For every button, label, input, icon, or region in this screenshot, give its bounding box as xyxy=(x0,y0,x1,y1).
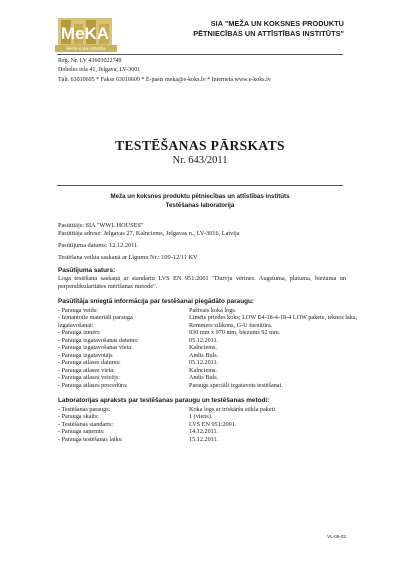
row-label: - Parauga atlases datums: xyxy=(58,359,121,367)
row-value: 930 mm x 970 mm, biezums 92 mm. xyxy=(189,329,281,337)
row-value: LVS EN 951:2001. xyxy=(189,420,237,428)
row-label: - Parauga atlases procedūra: xyxy=(58,381,128,389)
row-label: - Parauga testēšanas laiks: xyxy=(58,435,123,443)
laboratory-name xyxy=(0,193,400,210)
row-value: Kalnciems. xyxy=(189,344,218,352)
org-line-1: SIA "MEŽA UN KOKSNES PRODUKTU xyxy=(210,19,344,28)
info-row xyxy=(58,382,357,389)
row-label: - Parauga izmēri: xyxy=(58,329,101,337)
logo-tagline: Meža Koka Attīstība xyxy=(55,45,117,52)
info-row xyxy=(58,344,357,351)
report-number: Nr. 643/2011 xyxy=(172,155,228,166)
info-row xyxy=(58,374,357,381)
info-row xyxy=(58,367,357,374)
row-value: Andis Buls. xyxy=(189,351,219,359)
client-address: Pasūtītāja adrese: Jelgavas 27, Kalnciems, Jelgavas n., LV-3016, Latvija xyxy=(58,230,240,237)
row-label: - Parauga atlases veicējs: xyxy=(58,374,121,382)
info-row xyxy=(58,307,357,314)
sample-info-heading: Pasūtītāja sniegtā informācija par testēšanai piegādāto paraugu: xyxy=(58,298,255,305)
row-label: - Parauga izgatavošanas vieta: xyxy=(58,344,133,352)
row-value: Koka logs ar trīskāršu stikla paketi xyxy=(189,406,276,413)
logo-text: MeKA xyxy=(60,24,110,43)
row-value: Kalnciems. xyxy=(189,366,218,374)
row-label: - Parauga skaits: xyxy=(58,413,99,421)
document-code: VL-05-02 xyxy=(327,534,346,539)
row-label: izgatavošanai: xyxy=(58,321,94,329)
report-title: TESTĒŠANAS PĀRSKATS xyxy=(115,138,285,153)
info-row xyxy=(58,406,275,413)
row-value: Paraugs speciāli izgatavots testēšanai. xyxy=(189,381,283,389)
contact-info xyxy=(58,57,271,85)
address: Dobeles iela 41, Jelgava, LV-3001 xyxy=(58,67,141,74)
row-value: 1 (viens). xyxy=(189,413,213,421)
info-row xyxy=(58,359,357,366)
info-row xyxy=(58,436,275,443)
lab-line-1: Meža un koksnes produktu pētniecības un attīstības institūts xyxy=(110,193,290,200)
header-divider xyxy=(57,54,343,55)
row-value: Paštvais koka logs. xyxy=(189,307,237,314)
agreement: Testēšana veikta saskaņā ar Līgumu Nr.: 109-12/11 KV xyxy=(58,254,198,261)
row-value: Līmēts priedes koks; LOW E4-18-4-18-4 LOW pakete, teknos laka, xyxy=(189,314,358,322)
row-label: - Izmantotie materiāli parauga xyxy=(58,314,133,322)
info-row xyxy=(58,352,357,359)
row-value: 14.12.2011. xyxy=(189,428,219,436)
row-value: 05.12.2011. xyxy=(189,336,219,344)
row-label: - Testēšanas standarts: xyxy=(58,420,114,428)
sample-info-table xyxy=(58,307,357,389)
lab-line-2: Testēšanas laboratorija xyxy=(165,201,235,209)
row-label: - Parauga saņemts: xyxy=(58,428,105,436)
row-value: Andis Buls. xyxy=(189,374,219,382)
row-value: Remmers silikons, G-U furnitūra. xyxy=(189,321,273,329)
scope-text: Loga testēšana saskaņā ar standartu LVS EN 951:2001 "Durvju vērtnes. Augstuma, platuma, biezuma un perpendikularitātes mērīšanas metode". xyxy=(58,275,346,290)
scope-heading: Pasūtījuma saturs: xyxy=(58,267,116,274)
row-label: - Parauga veids: xyxy=(58,307,98,314)
title-divider xyxy=(57,185,343,186)
org-line-2: PĒTNIECĪBAS UN ATTĪSTĪBAS INSTITŪTS" xyxy=(193,28,344,38)
row-label: - Parauga izgatavotājs xyxy=(58,351,113,359)
registration-number: Reģ. Nr. LV 43603022749 xyxy=(58,58,122,64)
info-row xyxy=(58,314,357,321)
info-row xyxy=(58,413,275,420)
organization-name xyxy=(193,19,344,38)
row-label: - Testēšanas paraugs: xyxy=(58,406,111,413)
info-row xyxy=(58,428,275,435)
info-row xyxy=(58,421,275,428)
lab-description-heading: Laboratorijas apraksts par testēšanas paraugu un testēšanas metodi: xyxy=(58,397,270,404)
row-value: 15.12.2011. xyxy=(189,435,219,443)
info-row xyxy=(58,329,357,336)
row-value: 05.12.2011. xyxy=(189,359,219,367)
lab-description-table xyxy=(58,406,275,443)
row-label: - Parauga atlases vieta: xyxy=(58,366,115,374)
order-date: Pasūtījuma datums: 12.12.2011. xyxy=(58,242,139,249)
row-label: - Parauga izgatavošanas datums: xyxy=(58,336,139,344)
info-row xyxy=(58,322,357,329)
phone-fax-email: Tālr. 63010605 * Fakss 63010609 * E-pasts meka@e-koks.lv * Interneta www.e-koks.lv xyxy=(58,76,271,83)
client: Pasūtītājs: SIA "WWL HOUSES" xyxy=(58,222,144,229)
info-row xyxy=(58,337,357,344)
